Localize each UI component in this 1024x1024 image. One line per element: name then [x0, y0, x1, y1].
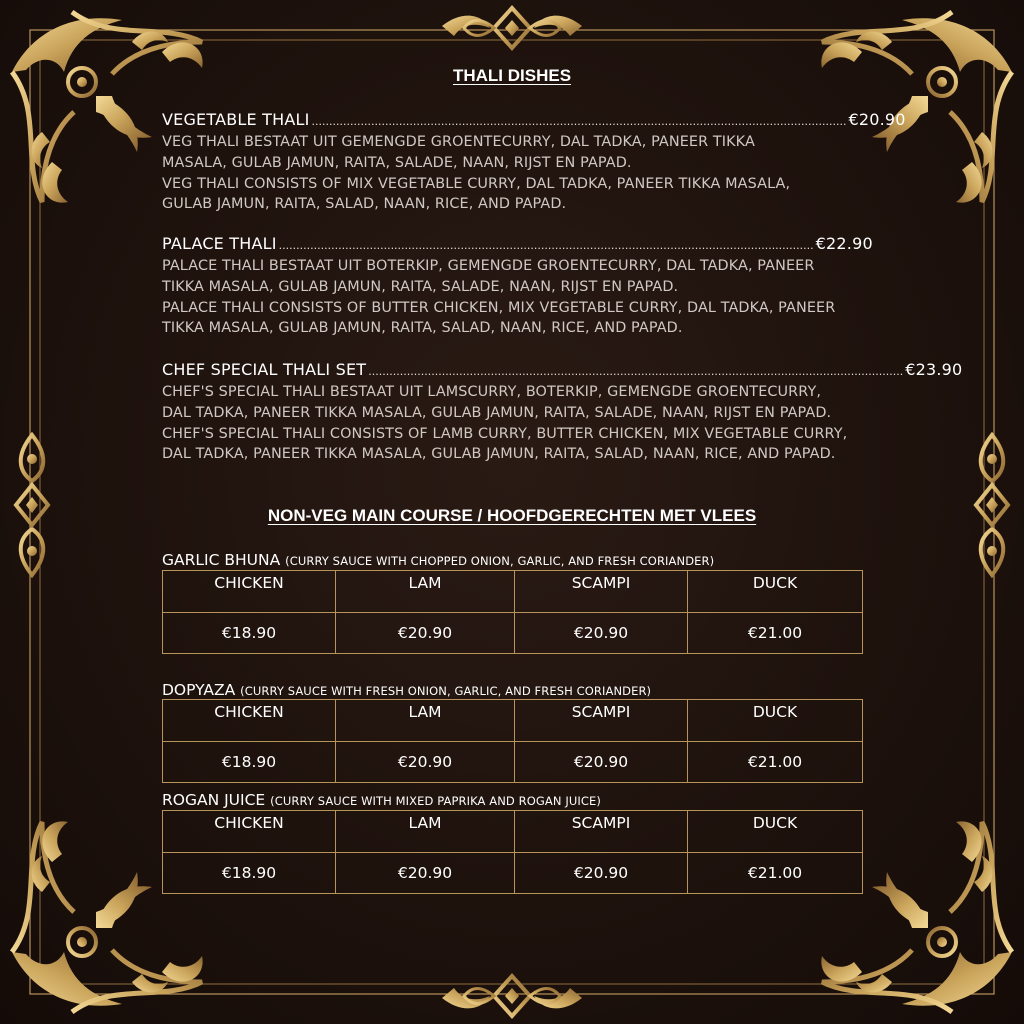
price-cell: €20.90 [515, 742, 688, 783]
dish-header [162, 234, 873, 256]
column-header: DUCK [688, 571, 863, 613]
course-name: GARLIC BHUNA [162, 551, 281, 569]
table-row [163, 742, 863, 783]
description-line: TIKKA MASALA, GULAB JAMUN, RAITA, SALADE, NAAN, RIJST EN PAPAD. [162, 278, 679, 295]
column-header: SCAMPI [515, 700, 688, 742]
dish-chef-special-thali [162, 360, 977, 465]
description-line: TIKKA MASALA, GULAB JAMUN, RAITA, SALAD, NAAN, RICE, AND PAPAD. [162, 320, 683, 337]
description-line: VEG THALI CONSISTS OF MIX VEGETABLE CURRY, DAL TADKA, PANEER TIKKA MASALA, [162, 175, 791, 192]
price-cell: €20.90 [336, 853, 515, 894]
price-cell: €18.90 [163, 613, 336, 654]
dish-vegetable-thali [162, 110, 977, 215]
thali-section-title: THALI DISHES [452, 66, 572, 85]
course-header [162, 550, 714, 570]
price-cell: €21.00 [688, 613, 863, 654]
description-line: CHEF'S SPECIAL THALI BESTAAT UIT LAMSCURRY, BOTERKIP, GEMENGDE GROENTECURRY, [162, 384, 822, 400]
price-table [162, 699, 863, 783]
column-header: CHICKEN [163, 811, 336, 853]
description-line: MASALA, GULAB JAMUN, RAITA, SALADE, NAAN, RIJST EN PAPAD. [162, 154, 632, 171]
price-cell: €18.90 [163, 853, 336, 894]
description-line: DAL TADKA, PANEER TIKKA MASALA, GULAB JAMUN, RAITA, SALADE, NAAN, RIJST EN PAPAD. [162, 404, 832, 421]
column-header: LAM [336, 700, 515, 742]
course-name: ROGAN JUICE [162, 791, 266, 809]
price-cell: €20.90 [336, 742, 515, 783]
dish-description [162, 382, 977, 465]
description-line: VEG THALI BESTAAT UIT GEMENGDE GROENTECURRY, DAL TADKA, PANEER TIKKA [162, 134, 755, 150]
dish-name: PALACE THALI [162, 234, 277, 253]
column-header: CHICKEN [163, 571, 336, 613]
course-garlic-bhuna [162, 550, 803, 642]
dish-name: VEGETABLE THALI [162, 110, 310, 129]
dish-description [162, 256, 977, 339]
nonveg-section-title: NON-VEG MAIN COURSE / HOOFDGERECHTEN MET VLEES [267, 506, 757, 525]
description-line: DAL TADKA, PANEER TIKKA MASALA, GULAB JAMUN, RAITA, SALAD, NAAN, RICE, AND PAPAD. [162, 446, 836, 463]
price-table [162, 810, 863, 894]
course-rogan-juice [162, 790, 803, 882]
table-row [163, 853, 863, 894]
dish-palace-thali [162, 234, 977, 339]
description-line: PALACE THALI BESTAAT UIT BOTERKIP, GEMENGDE GROENTECURRY, DAL TADKA, PANEER [162, 258, 815, 274]
price-cell: €20.90 [515, 613, 688, 654]
course-sauce: (CURRY SAUCE WITH FRESH ONION, GARLIC, AND FRESH CORIANDER) [240, 684, 652, 698]
price-cell: €20.90 [515, 853, 688, 894]
course-header [162, 680, 651, 700]
dish-price: €20.90 [848, 110, 906, 129]
course-sauce: (CURRY SAUCE WITH CHOPPED ONION, GARLIC, AND FRESH CORIANDER) [285, 554, 715, 568]
description-line: CHEF'S SPECIAL THALI CONSISTS OF LAMB CURRY, BUTTER CHICKEN, MIX VEGETABLE CURRY, [162, 425, 848, 442]
dish-price: €23.90 [905, 360, 963, 379]
description-line: GULAB JAMUN, RAITA, SALAD, NAAN, RICE, AND PAPAD. [162, 196, 567, 213]
course-name: DOPYAZA [162, 681, 236, 699]
price-cell: €21.00 [688, 853, 863, 894]
leader-dots: ......................................................................................................................................................... [311, 115, 847, 128]
leader-dots: ......................................................................................................................................................... [278, 239, 814, 252]
column-header: LAM [336, 571, 515, 613]
dish-price: €22.90 [815, 234, 873, 253]
dish-header [162, 360, 963, 382]
description-line: PALACE THALI CONSISTS OF BUTTER CHICKEN, MIX VEGETABLE CURRY, DAL TADKA, PANEER [162, 299, 836, 316]
column-header: SCAMPI [515, 571, 688, 613]
price-table [162, 570, 863, 654]
dish-name: CHEF SPECIAL THALI SET [162, 360, 367, 379]
course-sauce: (CURRY SAUCE WITH MIXED PAPRIKA AND ROGAN JUICE) [270, 794, 601, 808]
column-header: DUCK [688, 811, 863, 853]
price-cell: €20.90 [336, 613, 515, 654]
dish-description [162, 132, 977, 215]
dish-header [162, 110, 906, 132]
column-header: DUCK [688, 700, 863, 742]
column-header: CHICKEN [163, 700, 336, 742]
table-header-row [163, 571, 863, 613]
table-row [163, 613, 863, 654]
price-cell: €21.00 [688, 742, 863, 783]
leader-dots: ......................................................................................................................................................... [368, 365, 904, 378]
table-header-row [163, 811, 863, 853]
course-header [162, 790, 601, 810]
table-header-row [163, 700, 863, 742]
column-header: LAM [336, 811, 515, 853]
price-cell: €18.90 [163, 742, 336, 783]
course-dopyaza [162, 680, 803, 771]
column-header: SCAMPI [515, 811, 688, 853]
